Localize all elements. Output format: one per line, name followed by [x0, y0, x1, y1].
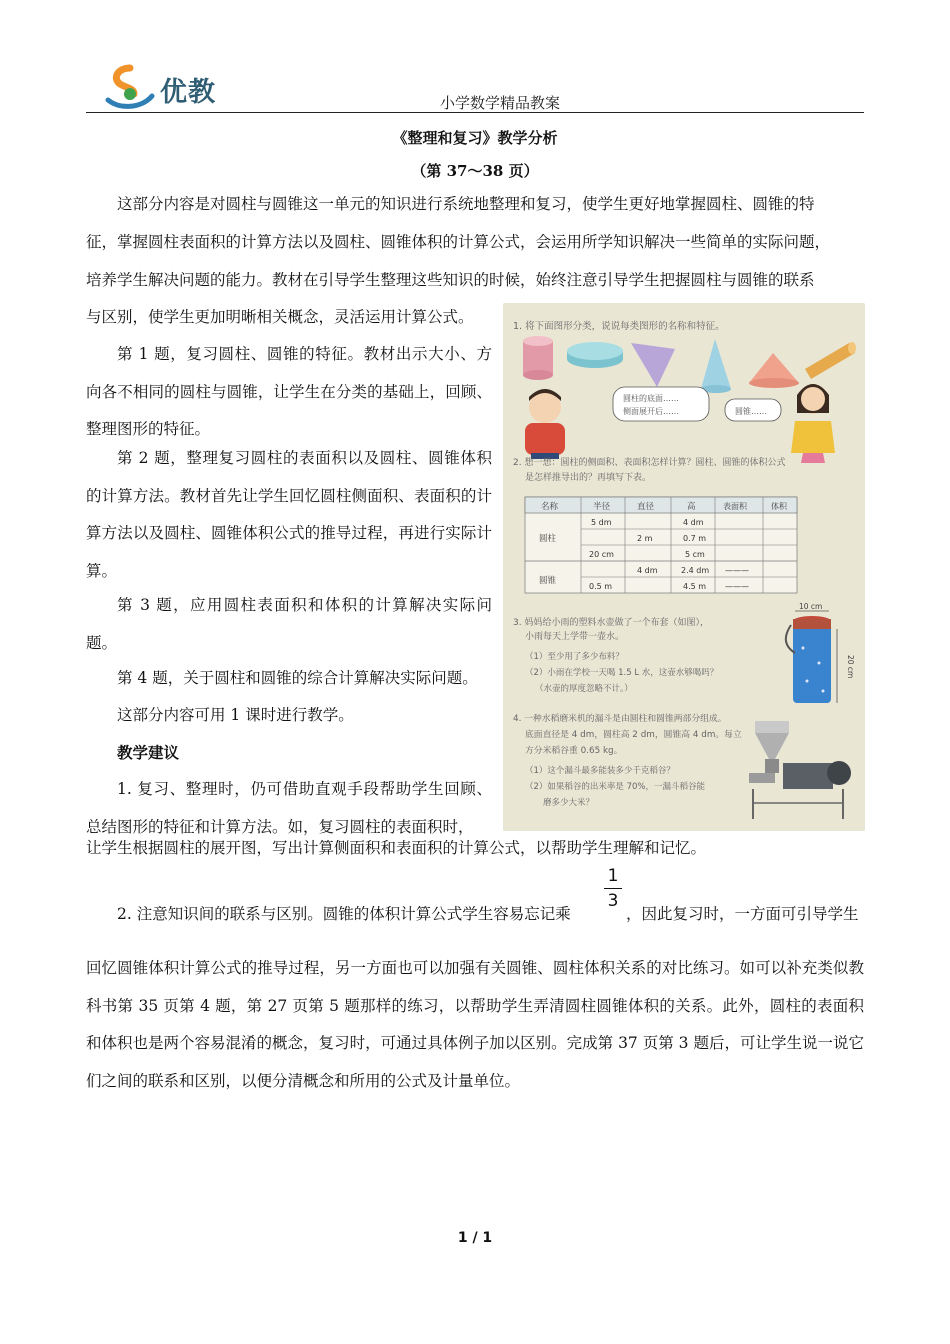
table-cell: 4.5 m — [683, 582, 707, 591]
table-cell: 20 cm — [589, 550, 614, 559]
header-divider — [86, 112, 864, 113]
intro-line-2: 征，掌握圆柱表面积的计算方法以及圆柱、圆锥体积的计算公式，会运用所学知识解决一些简单的实际问题， — [86, 233, 831, 251]
fraction-one-third — [600, 866, 626, 911]
cylinder-flat-icon — [567, 342, 623, 368]
table-cell: 4 dm — [683, 518, 704, 527]
logo — [100, 64, 230, 110]
paragraph-q2: 第 2 题，整理复习圆柱的表面积以及圆柱、圆锥体积的计算方法。教材首先让学生回忆圆柱侧面积、表面积的计算方法以及圆柱、圆锥体积公式的推导过程，再进行实际计算。 — [86, 449, 492, 580]
textbook-q4-line-6: 磨多少大米？ — [543, 798, 595, 808]
table-cell: 2 m — [637, 534, 653, 543]
paragraph-q3: 第 3 题，应用圆柱表面积和体积的计算解决实际问题。 — [86, 596, 492, 652]
table-header-height: 高 — [687, 502, 696, 512]
textbook-q1-text: 1. 将下面图形分类，说说每类图形的名称和特征。 — [513, 321, 725, 332]
suggestion-heading: 教学建议 — [117, 743, 180, 762]
intro-line-1: 这部分内容是对圆柱与圆锥这一单元的知识进行系统地整理和复习，使学生更好地掌握圆柱、圆锥的特 — [117, 195, 815, 213]
cylinder-upright-icon — [523, 336, 553, 380]
fraction-denominator: 3 — [607, 891, 619, 911]
textbook-q3-line-2: 小雨每天上学带一壶水。 — [525, 632, 625, 642]
suggestion-2-after-fraction: ，因此复习时，一方面可引导学生 — [626, 905, 859, 923]
table-row-label-cone: 圆锥 — [539, 576, 557, 586]
document-title: 《整理和复习》教学分析 — [392, 129, 558, 147]
textbook-q4-line-3: 方分米稻谷重 0.65 kg。 — [525, 746, 623, 756]
table-header-radius: 半径 — [593, 502, 611, 512]
girl-bubble-text: 圆锥…… — [735, 407, 767, 416]
fraction-numerator: 1 — [607, 866, 619, 886]
boy-bubble-line-1: 圆柱的底面…… — [623, 394, 679, 403]
logo-mark-icon — [100, 64, 156, 110]
textbook-q3-line-4: （2）小雨在学校一天喝 1.5 L 水，这壶水够喝吗？ — [525, 668, 719, 678]
paragraph-q1: 第 1 题，复习圆柱、圆锥的特征。教材出示大小、方向各不相同的圆柱与圆锥，让学生在分类的基础上，回顾、整理图形的特征。 — [86, 345, 492, 438]
textbook-q4-line-2: 底面直径是 4 dm，圆柱高 2 dm，圆锥高 4 dm。每立 — [525, 730, 742, 740]
dimension-side: 20 cm — [846, 655, 855, 679]
table-cell: ——— — [725, 582, 749, 591]
suggestion-2-rest: 回忆圆锥体积计算公式的推导过程，另一方面也可以加强有关圆锥、圆柱体积关系的对比练习。如可以补充类似教科书第 35 页第 4 题，第 27 页第 5 题那样的练习，以帮助学生弄清圆柱圆锥体积的关系。此外，圆柱的表面积和体积也是两个容易混淆的概念，复习时，可通过具体例子加以区别。完成第 37 页第 3 题后，可让学生说一说它们之间的联系和区别，以便分清概念和所用的公式及计量单位。 — [86, 959, 864, 1090]
suggestion-1-part-2: 让学生根据圆柱的展开图，写出计算侧面积和表面积的计算公式，以帮助学生理解和记忆。 — [86, 839, 707, 857]
table-header-volume: 体积 — [771, 502, 787, 511]
paragraph-q4: 第 4 题，关于圆柱和圆锥的综合计算解决实际问题。 — [117, 669, 478, 687]
textbook-q4-line-4: （1）这个漏斗最多能装多少千克稻谷？ — [525, 766, 675, 776]
textbook-q2-line-1: 2. 想一想：圆柱的侧面积、表面积怎样计算？圆柱、圆锥的体积公式 — [513, 458, 786, 468]
textbook-q4-line-5: （2）如果稻谷的出米率是 70%，一漏斗稻谷能 — [525, 782, 706, 792]
textbook-q3-line-1: 3. 妈妈给小雨的塑料水壶做了一个布套（如图）， — [513, 618, 709, 628]
suggestion-1-part-1: 1. 复习、整理时，仍可借助直观手段帮助学生回顾、总结图形的特征和计算方法。如，复习圆柱的表面积时， — [86, 780, 492, 836]
textbook-q4-line-1: 4. 一种水稻磨米机的漏斗是由圆柱和圆锥两部分组成。 — [513, 714, 727, 724]
header-title: 小学数学精品教案 — [440, 94, 561, 112]
document-page-range: （第 37～38 页） — [411, 162, 539, 180]
textbook-q3-line-3: （1）至少用了多少布料？ — [525, 652, 624, 662]
table-cell: 4 dm — [637, 566, 658, 575]
table-cell: 5 cm — [685, 550, 705, 559]
table-header-diameter: 直径 — [637, 502, 655, 512]
logo-text: 优教 — [160, 77, 216, 108]
boy-illustration — [525, 389, 565, 459]
water-bottle-illustration — [786, 611, 837, 703]
girl-illustration — [791, 384, 835, 463]
dimension-top: 10 cm — [799, 602, 823, 611]
table-cell: 0.5 m — [589, 582, 613, 591]
textbook-q3-line-5: （水壶的厚度忽略不计。） — [535, 684, 633, 694]
suggestion-2-before-fraction: 2. 注意知识间的联系与区别。圆锥的体积计算公式学生容易忘记乘 — [117, 905, 571, 923]
textbook-q2-line-2: 是怎样推导出的？再填写下表。 — [525, 473, 652, 483]
table-cell: 0.7 m — [683, 534, 707, 543]
table-cell: 2.4 dm — [681, 566, 710, 575]
intro-line-3: 培养学生解决问题的能力。教材在引导学生整理这些知识的时候，始终注意引导学生把握圆柱与圆锥的联系 — [86, 271, 815, 289]
fraction-bar — [604, 888, 622, 889]
intro-line-4: 与区别，使学生更加明晰相关概念，灵活运用计算公式。 — [86, 308, 474, 326]
table-header-surface-area: 表面积 — [723, 502, 747, 511]
table-cell: 5 dm — [591, 518, 612, 527]
boy-bubble-line-2: 侧面展开后…… — [623, 407, 679, 416]
table-row-label-cylinder: 圆柱 — [539, 534, 557, 544]
page-number: 1 / 1 — [457, 1230, 493, 1246]
textbook-table — [525, 497, 797, 593]
textbook-page-image — [503, 303, 865, 831]
table-header-name: 名称 — [541, 502, 559, 512]
paragraph-lesson: 这部分内容可用 1 课时进行教学。 — [117, 706, 354, 724]
table-cell: ——— — [725, 566, 749, 575]
